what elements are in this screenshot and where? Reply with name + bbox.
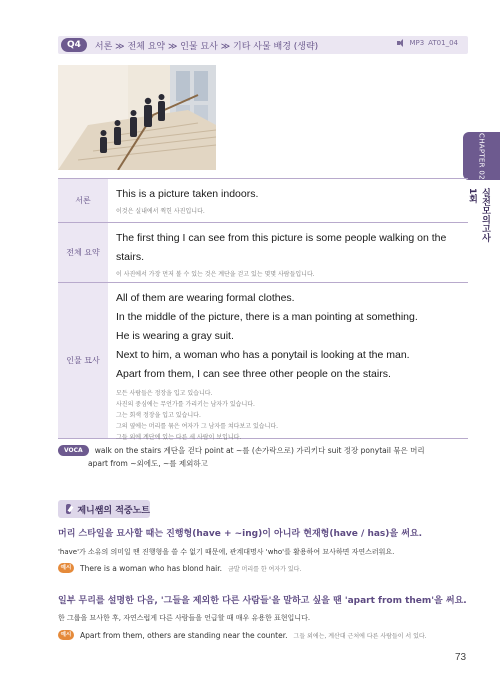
chapter-tab[interactable]: [463, 132, 500, 180]
note-header: [58, 500, 150, 518]
row-content: [108, 223, 468, 282]
english-sentence: Apart from them, I can see three other people on the stairs.: [116, 368, 391, 380]
korean-translation: 사진의 중심에는 무언가를 가리키는 남자가 있습니다.: [116, 401, 255, 408]
row-content: [108, 179, 468, 222]
vocabulary-box: [58, 444, 468, 470]
korean-translation: 이것은 실내에서 찍힌 사진입니다.: [116, 208, 205, 215]
table-row: [58, 223, 468, 283]
english-sentence: In the middle of the picture, there is a man pointing at something.: [116, 311, 418, 323]
example-badge: 예시: [58, 630, 74, 640]
korean-translation: 그는 회색 정장을 입고 있습니다.: [116, 412, 201, 419]
voca-line: apart from ~외에도, ~를 제외하고: [88, 459, 208, 468]
mp3-label: MP3: [409, 39, 425, 47]
chapter-title: 실전모의고사 1회: [467, 188, 490, 242]
note-pencil-icon: [66, 504, 71, 514]
voca-line: walk on the stairs 계단을 걷다 point at ~를 (손가락으로) 가리키다 suit 정장 ponytail 묶은 머리: [94, 446, 425, 455]
example-korean: 금발 머리를 한 여자가 있다.: [228, 565, 302, 573]
example-badge: 예시: [58, 563, 74, 573]
row-label: 서론: [58, 179, 108, 222]
english-sentence: Next to him, a woman who has a ponytail is looking at the man.: [116, 349, 410, 361]
english-sentence: stairs.: [116, 251, 145, 263]
breadcrumb: 서론 ≫ 전체 요약 ≫ 인물 묘사 ≫ 기타 사물 배경 (생략): [94, 41, 319, 52]
korean-translation: 모든 사람들은 정장을 입고 있습니다.: [116, 390, 213, 397]
chapter-label: CHAPTER 02: [477, 132, 486, 180]
english-sentence: The first thing I can see from this picture is some people walking on the: [116, 232, 447, 244]
table-row: [58, 283, 468, 439]
tip-heading: 일부 무리를 설명한 다음, '그들을 제외한 다른 사람들'을 말하고 싶을 땐 'apart from them'을 써요.: [58, 596, 467, 606]
korean-translation: 그의 옆에는 머리를 묶은 여자가 그 남자를 쳐다보고 있습니다.: [116, 423, 279, 430]
note-title: 제니쌤의 적중노트: [77, 505, 150, 516]
table-row: [58, 179, 468, 223]
row-label: 전체 요약: [58, 223, 108, 282]
question-header: [58, 36, 468, 54]
voca-badge: VOCA: [58, 445, 89, 456]
mp3-audio[interactable]: [397, 39, 458, 47]
stairs-photo: [58, 65, 216, 170]
office-stairs-illustration: [58, 65, 216, 170]
tip-body: 한 그룹을 묘사한 후, 자연스럽게 다른 사람들을 언급할 때 매우 유용한 표현입니다.: [58, 614, 311, 622]
answer-table: [58, 178, 468, 439]
speaker-icon: [397, 39, 405, 47]
example-korean: 그들 외에는, 계산대 근처에 다른 사람들이 서 있다.: [293, 632, 427, 640]
page-number: 73: [455, 652, 467, 663]
row-label: 인물 묘사: [58, 283, 108, 438]
row-content: [108, 283, 468, 441]
english-sentence: This is a picture taken indoors.: [116, 188, 259, 200]
tip-body: 'have'가 소유의 의미일 땐 진행형을 쓸 수 없기 때문에, 관계대명사 'who'를 활용하여 묘사하면 자연스러워요.: [58, 548, 395, 556]
tip-example: [58, 563, 468, 573]
example-english: Apart from them, others are standing near the counter.: [80, 630, 288, 640]
question-badge: Q4: [61, 38, 87, 52]
tip-heading: 머리 스타일을 묘사할 때는 진행형(have + ~ing)이 아니라 현재형(have / has)을 써요.: [58, 529, 423, 539]
track-id: AT01_04: [428, 39, 458, 47]
example-english: There is a woman who has blond hair.: [80, 563, 223, 573]
english-sentence: All of them are wearing formal clothes.: [116, 292, 295, 304]
english-sentence: He is wearing a gray suit.: [116, 330, 234, 342]
korean-translation: 그들 외에 계단에 있는 다른 세 사람이 보입니다.: [116, 434, 242, 441]
korean-translation: 이 사진에서 가장 먼저 볼 수 있는 것은 계단을 걷고 있는 몇몇 사람들입니다.: [116, 271, 315, 278]
tip-example: [58, 630, 468, 640]
